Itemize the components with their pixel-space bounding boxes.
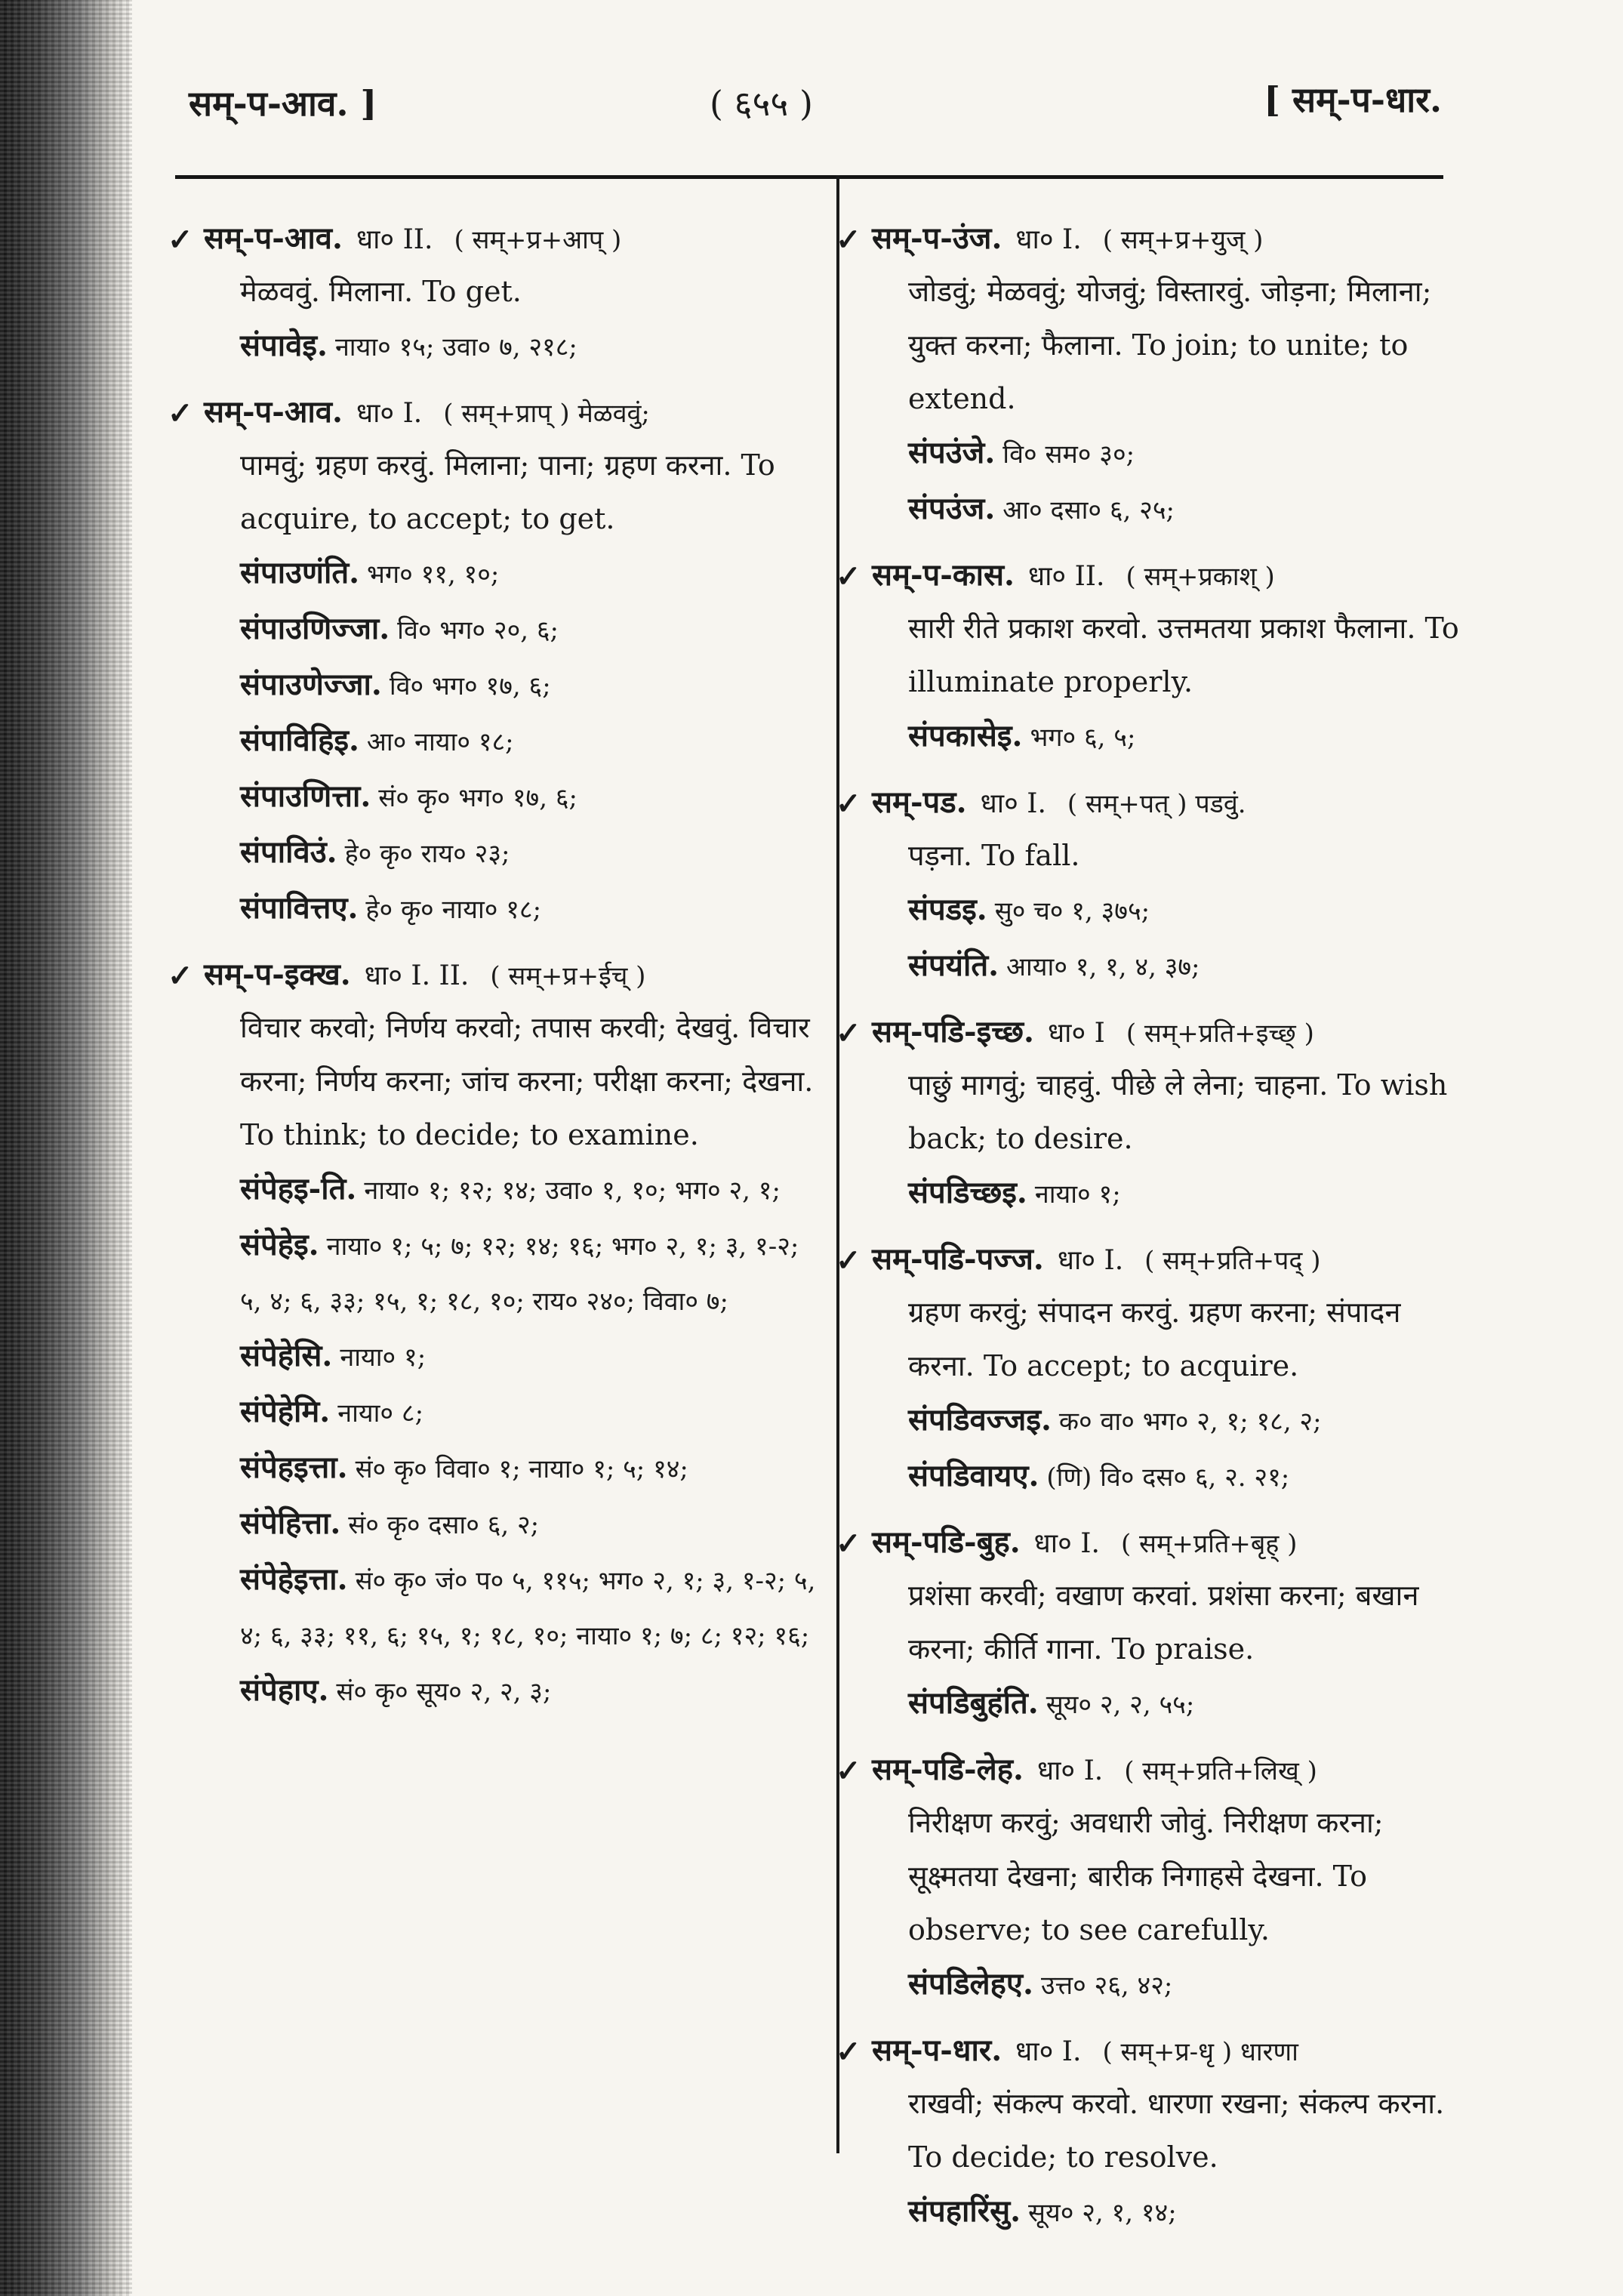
dictionary-entry bbox=[836, 1743, 1468, 2013]
grammar-label: धा० I. bbox=[1036, 1755, 1104, 1786]
check-mark-icon: ✓ bbox=[836, 559, 861, 594]
inflected-form: संपाविहिइ. bbox=[240, 723, 359, 758]
check-mark-icon: ✓ bbox=[168, 396, 193, 431]
reference-line bbox=[842, 1676, 1468, 1732]
entry-head-line bbox=[842, 1232, 1468, 1286]
grammar-label: धा० I. bbox=[356, 398, 423, 429]
inflected-form: संपउंज. bbox=[908, 491, 996, 526]
dictionary-entry bbox=[836, 1232, 1468, 1505]
dictionary-entry bbox=[168, 948, 823, 1719]
reference-line bbox=[842, 883, 1468, 938]
reference-line bbox=[174, 658, 823, 713]
inflected-form: संपउंजे. bbox=[908, 435, 996, 470]
citation: सं० कृ० सूय० २, २, ३; bbox=[336, 1677, 552, 1707]
citation: आया० १, १, ४, ३७; bbox=[1006, 952, 1200, 982]
reference-line bbox=[174, 1162, 823, 1218]
grammar-label: धा० I. bbox=[1033, 1528, 1100, 1559]
entry-head-line bbox=[842, 211, 1468, 265]
entry-meaning: पड़ना. To fall. bbox=[908, 839, 1080, 872]
dictionary-entry bbox=[168, 211, 823, 374]
page-number: ( ६५५ ) bbox=[710, 83, 813, 124]
inflected-form: संपडिलेहए. bbox=[908, 1966, 1033, 2002]
grammar-label: धा० I. II. bbox=[364, 960, 470, 991]
etymology: ( सम्+प्र-धृ ) धारणा bbox=[1102, 2037, 1298, 2067]
reference-line bbox=[842, 2184, 1468, 2240]
page-header bbox=[189, 72, 1442, 140]
etymology: ( सम्+प्रति+बृह् ) bbox=[1120, 1529, 1298, 1559]
inflected-form: संपाउणित्ता. bbox=[240, 778, 371, 814]
dictionary-entry bbox=[836, 775, 1468, 994]
entry-meaning: राखवी; संकल्प करवो. धारणा रखना; संकल्प करना. To decide; to resolve. bbox=[908, 2087, 1445, 2174]
check-mark-icon: ✓ bbox=[836, 1526, 861, 1561]
inflected-form: संपावेइ. bbox=[240, 328, 328, 363]
citation: नाया० १; १२; १४; उवा० १, १०; भग० २, १; bbox=[364, 1176, 781, 1206]
citation: वि० भग० २०, ६; bbox=[397, 615, 559, 646]
entry-meaning: मेळववुं. मिलाना. To get. bbox=[240, 275, 522, 308]
inflected-form: संपडिबुहंति. bbox=[908, 1685, 1039, 1721]
column-divider bbox=[836, 175, 839, 2153]
citation: भग० ६, ५; bbox=[1030, 723, 1136, 753]
citation: वि० भग० १७, ६; bbox=[389, 671, 551, 701]
inflected-form: संपडिवायए. bbox=[908, 1458, 1039, 1493]
scan-noise bbox=[0, 0, 132, 2296]
inflected-form: संपकासेइ. bbox=[908, 718, 1023, 754]
reference-line bbox=[174, 1218, 823, 1329]
reference-line bbox=[842, 1449, 1468, 1505]
citation: हे० कृ० राय० २३; bbox=[344, 839, 510, 869]
dictionary-entry bbox=[836, 211, 1468, 538]
reference-line bbox=[174, 881, 823, 937]
check-mark-icon: ✓ bbox=[836, 2034, 861, 2069]
entry-head-line bbox=[842, 2023, 1468, 2077]
inflected-form: संपेहइ-ति. bbox=[240, 1171, 357, 1207]
inflected-form: संपडिवज्जइ. bbox=[908, 1402, 1052, 1438]
entry-head-line bbox=[174, 385, 823, 439]
inflected-form: संपडिच्छइ. bbox=[908, 1175, 1027, 1210]
reference-line bbox=[842, 709, 1468, 765]
inflected-form: संपाउणेज्जा. bbox=[240, 667, 382, 702]
citation: क० वा० भग० २, १; १८, २; bbox=[1058, 1407, 1322, 1437]
entry-head-line bbox=[842, 1743, 1468, 1796]
entry-meaning: ग्रहण करवुं; संपादन करवुं. ग्रहण करना; संपादन करना. To accept; to acquire. bbox=[908, 1296, 1401, 1382]
grammar-label: धा० II. bbox=[356, 224, 433, 255]
citation: नाया० १; ५; ७; १२; १४; १६; भग० २, १; ३, १-२; ५, ४; ६, ३३; १५, १; १८, १०; राय० २४०; विवा० ७; bbox=[240, 1231, 799, 1317]
entry-meaning: निरीक्षण करवुं; अवधारी जोवुं. निरीक्षण करना; सूक्ष्मतया देखना; बारीक निगाहसे देखना. To observe; to see carefully. bbox=[908, 1806, 1384, 1946]
header-left-guideword: सम्-प-आव. ] bbox=[189, 83, 377, 124]
inflected-form: संपेहइत्ता. bbox=[240, 1450, 348, 1485]
reference-line bbox=[174, 1663, 823, 1719]
citation: वि० सम० ३०; bbox=[1002, 439, 1135, 470]
inflected-form: संपेहेसि. bbox=[240, 1338, 333, 1373]
citation: आ० दसा० ६, २५; bbox=[1002, 495, 1175, 525]
reference-line bbox=[174, 1552, 823, 1663]
headword: सम्-पडि-लेह. bbox=[872, 1752, 1024, 1787]
citation: सं० कृ० भग० १७, ६; bbox=[378, 783, 577, 813]
etymology: ( सम्+प्रति+पद् ) bbox=[1144, 1246, 1321, 1276]
grammar-label: धा० I. bbox=[1015, 224, 1082, 255]
dictionary-entry bbox=[836, 548, 1468, 765]
grammar-label: धा० I bbox=[1047, 1018, 1105, 1049]
headword: सम्-प-कास. bbox=[872, 557, 1015, 593]
etymology: ( सम्+पत् ) पडवुं. bbox=[1067, 789, 1246, 819]
inflected-form: संपेहित्ता. bbox=[240, 1505, 341, 1541]
etymology: ( सम्+प्रति+लिख् ) bbox=[1124, 1756, 1317, 1786]
dictionary-entry bbox=[836, 1515, 1468, 1732]
check-mark-icon: ✓ bbox=[836, 222, 861, 257]
reference-line bbox=[842, 1393, 1468, 1449]
citation: सं० कृ० दसा० ६, २; bbox=[348, 1510, 540, 1540]
reference-line bbox=[842, 1957, 1468, 2013]
reference-line bbox=[174, 602, 823, 658]
citation: आ० नाया० १८; bbox=[366, 727, 514, 757]
dictionary-entry bbox=[168, 385, 823, 937]
etymology: ( सम्+प्रकाश् ) bbox=[1126, 562, 1275, 592]
grammar-label: धा० I. bbox=[1015, 2036, 1082, 2067]
citation: सूय० २, २, ५५; bbox=[1046, 1690, 1195, 1720]
etymology: ( सम्+प्र+आप् ) bbox=[454, 225, 622, 255]
citation: नाया० ८; bbox=[337, 1398, 424, 1428]
reference-line bbox=[842, 482, 1468, 538]
check-mark-icon: ✓ bbox=[168, 222, 193, 257]
reference-line bbox=[174, 1441, 823, 1496]
citation: नाया० १; bbox=[1034, 1179, 1121, 1210]
entry-head-line bbox=[842, 548, 1468, 602]
entry-head-line bbox=[842, 1005, 1468, 1059]
reference-line bbox=[174, 546, 823, 602]
citation: सं० कृ० जं० प० ५, ११५; भग० २, १; ३, १-२; ५, ४; ६, ३३; ११, ६; १५, १; १८, १०; नाया० १; ७; ८; १२; १६; bbox=[240, 1566, 816, 1651]
inflected-form: संपयंति. bbox=[908, 948, 999, 983]
right-column bbox=[836, 211, 1468, 2251]
entry-meaning: पाछुं मागवुं; चाहवुं. पीछे ले लेना; चाहना. To wish back; to desire. bbox=[908, 1068, 1448, 1155]
citation: सं० कृ० विवा० १; नाया० १; ५; १४; bbox=[355, 1454, 688, 1484]
check-mark-icon: ✓ bbox=[836, 786, 861, 821]
citation: नाया० १; bbox=[340, 1342, 427, 1373]
headword: सम्-पडि-इच्छ. bbox=[872, 1014, 1034, 1049]
citation: सु० च० १, ३७५; bbox=[994, 896, 1150, 926]
check-mark-icon: ✓ bbox=[836, 1015, 861, 1051]
citation: नाया० १५; उवा० ७, २१८; bbox=[334, 332, 577, 362]
inflected-form: संपाउणिज्जा. bbox=[240, 611, 390, 646]
entry-head-line bbox=[842, 1515, 1468, 1569]
headword: सम्-पडि-पज्ज. bbox=[872, 1241, 1044, 1277]
left-column bbox=[168, 211, 823, 1730]
reference-line bbox=[174, 1329, 823, 1385]
inflected-form: संपेहेइ. bbox=[240, 1227, 319, 1262]
headword: सम्-प-उंज. bbox=[872, 220, 1002, 256]
citation: भग० ११, १०; bbox=[367, 559, 500, 590]
header-right-guideword: [ सम्-प-धार. bbox=[1264, 79, 1442, 120]
grammar-label: धा० I. bbox=[1057, 1245, 1124, 1276]
entry-head-line bbox=[174, 948, 823, 1001]
entry-meaning: प्रशंसा करवी; वखाण करवां. प्रशंसा करना; बखान करना; कीर्ति गाना. To praise. bbox=[908, 1579, 1419, 1666]
inflected-form: संपेहेमि. bbox=[240, 1394, 331, 1429]
entry-meaning: विचार करवो; निर्णय करवो; तपास करवी; देखवुं. विचार करना; निर्णय करना; जांच करना; परीक्षा करना; देखना. To think; to decide; to examine. bbox=[240, 1011, 814, 1151]
headword: सम्-प-आव. bbox=[204, 394, 343, 430]
grammar-label: धा० II. bbox=[1027, 561, 1105, 592]
inflected-form: संपावित्तए. bbox=[240, 890, 359, 926]
reference-line bbox=[174, 713, 823, 769]
headword: सम्-प-आव. bbox=[204, 220, 343, 256]
reference-line bbox=[174, 319, 823, 374]
entry-meaning: पामवुं; ग्रहण करवुं. मिलाना; पाना; ग्रहण करना. To acquire, to accept; to get. bbox=[240, 448, 775, 535]
inflected-form: संपेहेइत्ता. bbox=[240, 1561, 348, 1597]
reference-line bbox=[842, 1166, 1468, 1222]
headword: सम्-प-इक्ख. bbox=[204, 957, 351, 992]
citation: हे० कृ० नाया० १८; bbox=[365, 895, 542, 925]
reference-line bbox=[174, 769, 823, 825]
dictionary-entry bbox=[836, 1005, 1468, 1222]
grammar-label: धा० I. bbox=[980, 788, 1046, 819]
dictionary-entry bbox=[836, 2023, 1468, 2240]
citation: (णि) वि० दस० ६, २. २१; bbox=[1046, 1462, 1290, 1493]
reference-line bbox=[842, 426, 1468, 482]
header-rule bbox=[175, 175, 1443, 179]
etymology: ( सम्+प्र+युज् ) bbox=[1102, 225, 1264, 255]
check-mark-icon: ✓ bbox=[836, 1753, 861, 1789]
etymology: ( सम्+प्राप् ) मेळववुं; bbox=[443, 399, 650, 429]
reference-line bbox=[174, 825, 823, 881]
inflected-form: संपहारिंसु. bbox=[908, 2193, 1021, 2229]
reference-line bbox=[174, 1496, 823, 1552]
citation: सूय० २, १, १४; bbox=[1028, 2198, 1177, 2228]
inflected-form: संपाविउं. bbox=[240, 834, 337, 870]
check-mark-icon: ✓ bbox=[836, 1243, 861, 1278]
citation: उत्त० २६, ४२; bbox=[1040, 1971, 1173, 2001]
entry-head-line bbox=[842, 775, 1468, 829]
entry-meaning: सारी रीते प्रकाश करवो. उत्तमतया प्रकाश फैलाना. To illuminate properly. bbox=[908, 612, 1459, 698]
inflected-form: संपेहाए. bbox=[240, 1672, 329, 1708]
check-mark-icon: ✓ bbox=[168, 958, 193, 994]
etymology: ( सम्+प्र+ईच् ) bbox=[490, 961, 646, 991]
reference-line bbox=[174, 1385, 823, 1441]
inflected-form: संपडइ. bbox=[908, 892, 987, 927]
entry-head-line bbox=[174, 211, 823, 265]
headword: सम्-पडि-बुह. bbox=[872, 1524, 1021, 1560]
headword: सम्-प-धार. bbox=[872, 2032, 1002, 2068]
etymology: ( सम्+प्रति+इच्छ् ) bbox=[1126, 1019, 1314, 1049]
headword: सम्-पड. bbox=[872, 784, 967, 820]
reference-line bbox=[842, 938, 1468, 994]
entry-meaning: जोडवुं; मेळववुं; योजवुं; विस्तारवुं. जोड़ना; मिलाना; युक्त करना; फैलाना. To join; to unite; to extend. bbox=[908, 275, 1432, 415]
inflected-form: संपाउणंति. bbox=[240, 555, 360, 590]
